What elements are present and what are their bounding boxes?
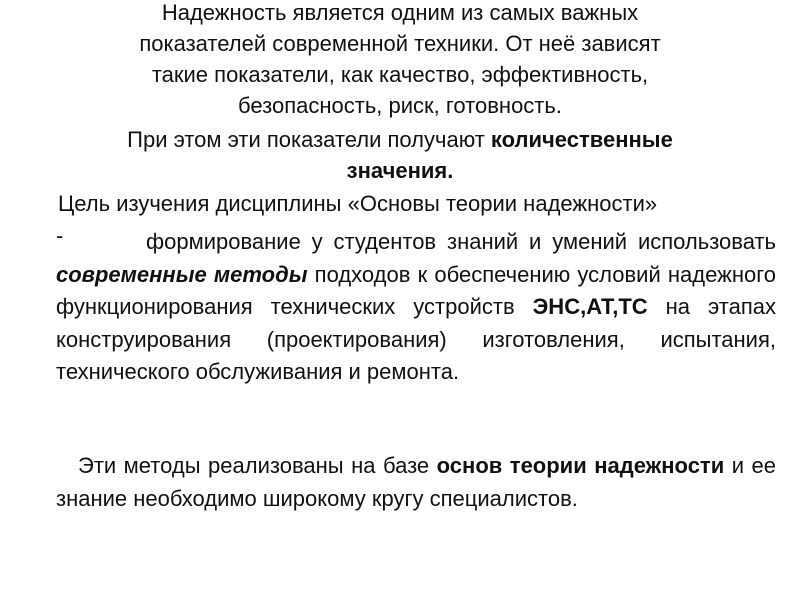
methods-bold: основ теории надежности	[436, 453, 725, 478]
quantitative-line-2	[0, 155, 800, 186]
purpose-bold-italic: современные методы	[56, 261, 308, 287]
methods-text-1: Эти методы реализованы на базе	[78, 453, 437, 478]
purpose-devices: ЭНС,АТ,ТС	[532, 294, 648, 319]
intro-line-4: безопасность, риск, готовность.	[238, 93, 562, 118]
methods-text-2: и ее знание необходимо широкому кругу специалистов.	[56, 453, 776, 511]
quantitative-line-1	[0, 124, 800, 155]
quantitative-bold-1: количественные	[490, 127, 673, 152]
quantitative-bold-2: значения.	[346, 158, 454, 183]
quantitative-text: При этом эти показатели получают	[127, 127, 491, 152]
purpose-paragraph	[56, 223, 776, 389]
methods-paragraph	[56, 450, 776, 515]
intro-line-2: показателей современной техники. От неё зависят	[139, 31, 661, 56]
intro-paragraph	[0, 0, 800, 121]
purpose-text-3: на этапах конструирования (проектирования) изготовления, испытания, технического обслуживания и ремонта.	[56, 294, 776, 384]
goal-heading: Цель изучения дисциплины «Основы теории надежности»	[58, 191, 658, 216]
purpose-text-2: подходов к обеспечению условий надежного функционирования технических устройств	[56, 261, 776, 319]
intro-line-1: Надежность является одним из самых важных	[161, 0, 639, 25]
intro-line-3: такие показатели, как качество, эффективность,	[151, 62, 649, 87]
purpose-dash: -	[56, 223, 64, 248]
quantitative-paragraph	[0, 124, 800, 186]
purpose-text-1: формирование у студентов знаний и умений использовать	[146, 229, 776, 254]
